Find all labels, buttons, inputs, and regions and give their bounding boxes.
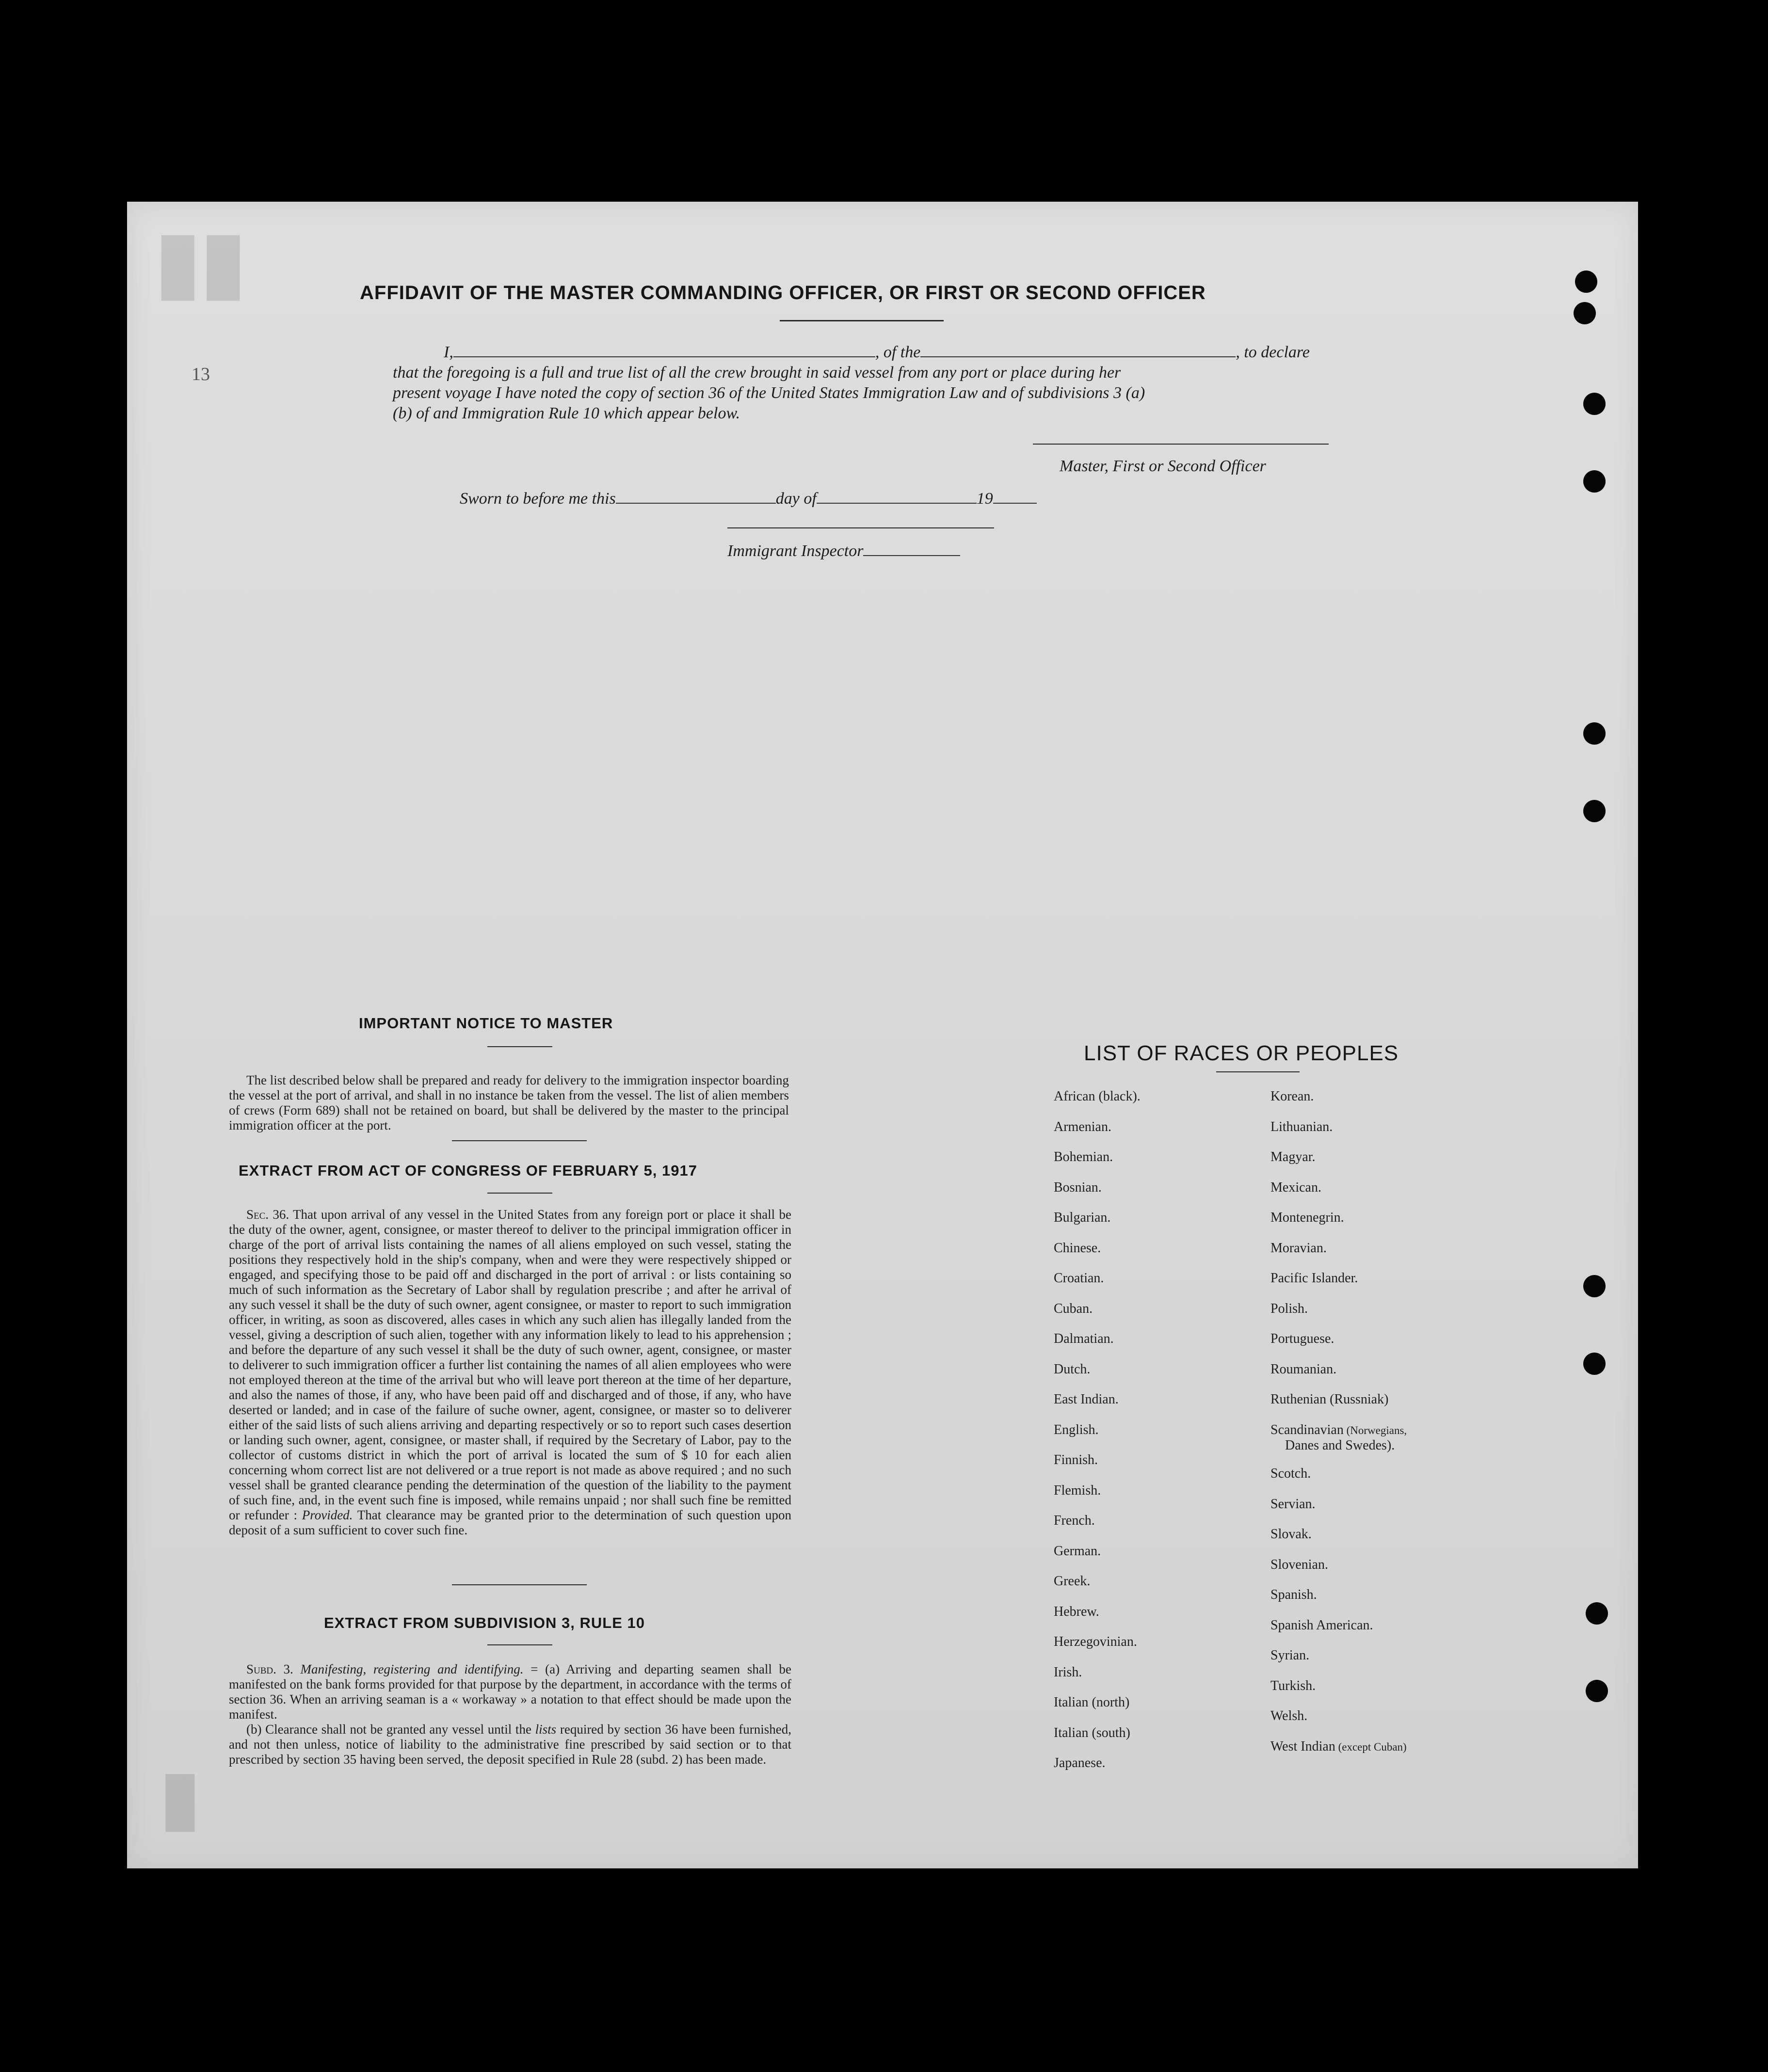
subd-a-text: = (a) Arriving and departing seamen shall be manifested on the bank forms provided for that purpose by the department, in accordance with the terms of section 36. When an arriving seaman is a « workaway » a notation to that effect should be made upon the manifest. [229, 1662, 792, 1721]
signer-label: Master, First or Second Officer [1060, 457, 1266, 475]
race-item [1270, 1149, 1316, 1165]
sec-label: Sec. 36. [246, 1207, 289, 1222]
margin-mark: 13 [192, 364, 210, 384]
race-label: Moravian. [1270, 1240, 1327, 1256]
race-item: Italian (south) [1054, 1725, 1130, 1740]
punch-hole [1575, 271, 1597, 293]
race-item [1270, 1089, 1314, 1104]
race-item [1270, 1618, 1373, 1633]
affidavit-line-2: that the foregoing is a full and true list of all the crew brought in said vessel from any port or place during her [393, 364, 1121, 382]
title-underline [780, 320, 944, 321]
race-item [1270, 1648, 1309, 1663]
notice-divider [452, 1140, 587, 1141]
rule-underline [487, 1644, 552, 1645]
sworn-line [460, 490, 1037, 508]
race-label: Lithuanian. [1270, 1119, 1333, 1134]
affidavit-line-1 [444, 343, 1310, 362]
affidavit-line-3: present voyage I have noted the copy of section 36 of the United States Immigration Law and of subdivisions 3 (a) [393, 384, 1145, 402]
race-label: Korean. [1270, 1089, 1314, 1104]
race-item [1270, 1422, 1407, 1453]
race-label: Scandinavian [1270, 1422, 1344, 1437]
race-item: Flemish. [1054, 1482, 1101, 1498]
race-item: African (black). [1054, 1089, 1141, 1104]
inspector-blank [863, 555, 960, 556]
race-item: Irish. [1054, 1664, 1082, 1680]
race-item: Croatian. [1054, 1271, 1104, 1286]
name-blank [453, 356, 875, 357]
race-label: Scotch. [1270, 1466, 1311, 1482]
race-item: Bohemian. [1054, 1149, 1113, 1164]
race-note: Danes and Swedes). [1285, 1437, 1395, 1453]
race-item [1270, 1497, 1316, 1512]
punch-hole [1583, 722, 1606, 745]
rule-text [229, 1662, 791, 1767]
race-item: Finnish. [1054, 1452, 1098, 1467]
race-item [1270, 1587, 1317, 1603]
race-label: Polish. [1270, 1301, 1308, 1316]
race-item [1270, 1527, 1312, 1542]
race-label: West Indian [1270, 1738, 1335, 1754]
act-underline [487, 1193, 552, 1194]
vessel-blank [920, 356, 1236, 357]
punch-hole [1583, 1275, 1606, 1297]
race-item [1270, 1362, 1336, 1377]
race-label: Spanish American. [1270, 1617, 1373, 1633]
race-item [1270, 1210, 1344, 1226]
races-underline [1216, 1071, 1300, 1072]
inspector-signature-line [727, 527, 994, 528]
affidavit-line-4: (b) of and Immigration Rule 10 which appear below. [393, 404, 740, 422]
punch-hole [1583, 393, 1606, 415]
race-item: Bulgarian. [1054, 1210, 1111, 1225]
races-title: LIST OF RACES OR PEOPLES [1084, 1041, 1399, 1065]
sec-36-text: That upon arrival of any vessel in the United States from any foreign port or place it shall be the duty of the owner, agent, consignee, or master thereof to deliver to the principal immigration officer in charge of the port of arrival lists containing the names of all aliens employed on such vessel, stating the positions they respectively hold in the ship's company, when and were they were respectively shipped or engaged, and specifying those to be paid off and discharged in the port of arrival : or lists containing so much of such information as the Secretary of Labor shall by regulation prescribe ; and after he arrival of any such vessel it shall be the duty of such owner, agent consignee, or master to report to such immigration officer, in writing, as soon as discovered, alles cases in which any such alien has illegally landed from the vessel, giving a description of such alien, together with any information likely to lead to his apprehension ; and before the departure of any such vessel it shall be the duty of such owner, agent, consignee, or master to deliverer to such immigration officer a further list containing the names of all alien employees who were not employed thereon at the time of the arrival but who will leave port thereon at the time of her departure, and also the names of those, if any, who have been paid off and discharged and of those, if any, who have deserted or landed; and in case of the failure of suche owner, agent, consignee, or master so to deliverer either of the said lists of such aliens arriving and departing respectively or so to report such cases desertion or landing such owner, agent, consignee, or master shall, if required by the Secretary of Labor, pay to the collector of customs district in which the port of arrival is located the sum of $ 10 for each alien concerning whom correct list are not delivered or a true report is not made as above required ; and no such vessel shall be granted clearance pending the determination of the question of the liability to the payment of such fine, and, in the event such fine is imposed, while remains unpaid ; nor shall such fine be remitted or refunder : [229, 1207, 791, 1522]
affidavit-declare-label: , to declare [1236, 343, 1310, 361]
subd-title: Manifesting, registering and identifying. [300, 1662, 524, 1676]
punch-hole [1586, 1602, 1608, 1625]
race-label: Servian. [1270, 1496, 1316, 1512]
race-item [1270, 1301, 1308, 1317]
punch-hole [1583, 470, 1606, 493]
punch-hole [1574, 302, 1596, 324]
race-label: Turkish. [1270, 1678, 1316, 1693]
race-label: Ruthenian (Russniak) [1270, 1392, 1389, 1407]
year-label: 19 [976, 490, 993, 508]
race-item [1270, 1739, 1407, 1754]
affidavit-title: AFFIDAVIT OF THE MASTER COMMANDING OFFICER, OR FIRST OR SECOND OFFICER [360, 282, 1206, 303]
race-item: Hebrew. [1054, 1604, 1099, 1619]
race-label: Montenegrin. [1270, 1210, 1344, 1225]
race-item [1270, 1180, 1321, 1195]
year-blank [993, 503, 1037, 504]
punch-hole [1583, 800, 1606, 822]
race-label: Roumanian. [1270, 1361, 1337, 1377]
race-label: Welsh. [1270, 1708, 1308, 1724]
race-item: German. [1054, 1543, 1101, 1559]
act-extract-title: EXTRACT FROM ACT OF CONGRESS OF FEBRUARY 5, 1917 [239, 1162, 697, 1179]
provided-word: Provided. [302, 1508, 353, 1522]
race-item: Bosnian. [1054, 1179, 1102, 1195]
race-note: (Norwegians, [1343, 1424, 1407, 1436]
day-label: day of [775, 490, 817, 508]
race-label: Slovenian. [1270, 1557, 1328, 1572]
lists-word: lists [535, 1722, 557, 1737]
race-item: Dutch. [1054, 1361, 1091, 1377]
race-item: Italian (north) [1054, 1695, 1130, 1710]
notice-paragraph: The list described below shall be prepared and ready for delivery to the immigration inspector boarding the vessel at the port of arrival, and shall in no instance be taken from the vessel. The list of alien members of crews (Form 689) shall not be retained on board, but shall be delivered by the master to the principal immigration officer at the port. [229, 1073, 789, 1132]
race-item [1270, 1557, 1328, 1573]
race-item [1270, 1708, 1307, 1724]
affidavit-of-label: , of the [875, 343, 921, 361]
race-item [1270, 1119, 1333, 1135]
race-item [1270, 1331, 1334, 1347]
notice-text [229, 1073, 789, 1133]
race-item: East Indian. [1054, 1392, 1119, 1407]
race-label: Magyar. [1270, 1149, 1316, 1164]
race-item [1270, 1392, 1388, 1407]
affidavit-i-label: I, [444, 343, 453, 361]
race-item: Greek. [1054, 1574, 1091, 1589]
act-text [229, 1207, 791, 1538]
race-label: Syrian. [1270, 1648, 1310, 1663]
subd-b-text: (b) Clearance shall not be granted any vessel until the [246, 1722, 531, 1737]
subd-b-text-end: required by section 36 have been furnished, and not then unless, notice of liability to the administrative fine prescribed by said section or to that prescribed by section 35 having been served, the deposit specified in Rule 28 (subd. 2) has been made. [229, 1722, 792, 1767]
race-label: Slovak. [1270, 1527, 1312, 1542]
race-label: Mexican. [1270, 1179, 1321, 1195]
notice-underline [487, 1046, 552, 1047]
inspector-label: Immigrant Inspector [727, 542, 864, 560]
race-item [1270, 1466, 1311, 1482]
race-item [1270, 1241, 1327, 1256]
race-item: Dalmatian. [1054, 1331, 1114, 1346]
race-item: Herzegovinian. [1054, 1634, 1137, 1649]
bleed-through-mark: ▮▮ [155, 215, 246, 307]
race-item [1270, 1271, 1358, 1286]
act-divider [452, 1584, 587, 1585]
punch-hole [1583, 1353, 1606, 1375]
subd-label: Subd. 3. [246, 1662, 293, 1676]
day-blank [616, 503, 776, 504]
race-item: Cuban. [1054, 1301, 1093, 1316]
race-item: Chinese. [1054, 1240, 1101, 1256]
race-label: Spanish. [1270, 1587, 1317, 1603]
sec-36-text-end: That clearance may be granted prior to the determination of such question upon deposit of a sum sufficient to cover such fine. [229, 1508, 792, 1537]
punch-hole [1586, 1680, 1608, 1702]
bleed-through-mark: ▮ [160, 1756, 200, 1837]
race-note: (except Cuban) [1335, 1740, 1407, 1753]
race-item [1270, 1678, 1316, 1694]
sworn-label: Sworn to before me this [460, 490, 616, 508]
month-blank [817, 503, 977, 504]
race-item: English. [1054, 1422, 1099, 1437]
race-label: Pacific Islander. [1270, 1271, 1358, 1286]
race-label: Portuguese. [1270, 1331, 1334, 1346]
inspector-line [727, 542, 960, 560]
notice-title: IMPORTANT NOTICE TO MASTER [359, 1015, 613, 1032]
signature-line [1033, 444, 1329, 445]
race-item: French. [1054, 1513, 1095, 1528]
rule-extract-title: EXTRACT FROM SUBDIVISION 3, RULE 10 [324, 1614, 645, 1631]
race-item: Armenian. [1054, 1119, 1111, 1134]
race-item: Japanese. [1054, 1755, 1106, 1770]
